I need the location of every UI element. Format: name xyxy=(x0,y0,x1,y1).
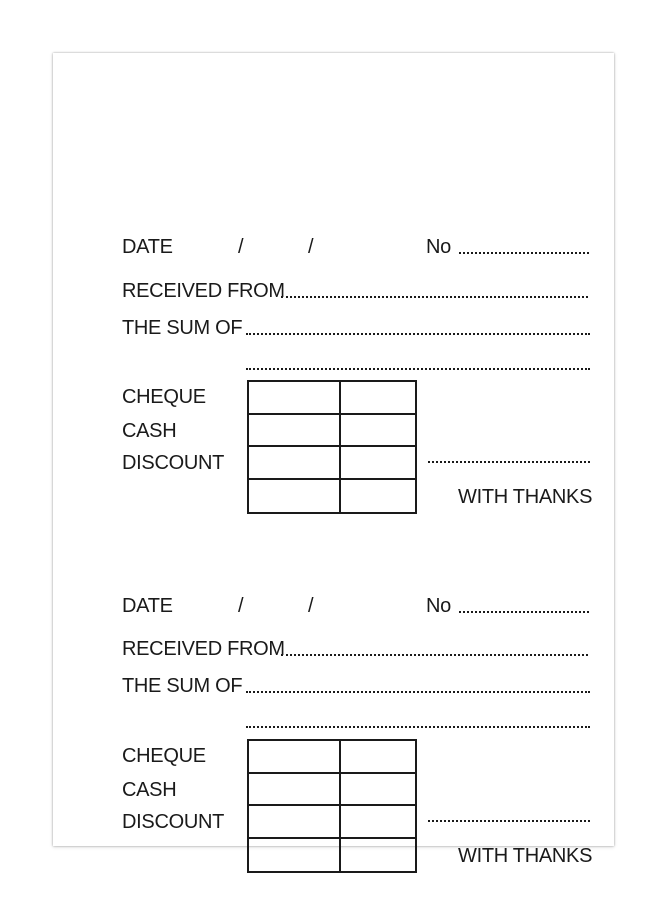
with-thanks-label: WITH THANKS xyxy=(458,845,593,867)
with-thanks-label: WITH THANKS xyxy=(458,486,593,508)
date-label: DATE xyxy=(122,236,173,258)
amount-cell[interactable] xyxy=(341,839,415,871)
sum-of-field-line-2[interactable] xyxy=(246,726,590,728)
receipt-number-label: No xyxy=(426,236,451,258)
amount-cell[interactable] xyxy=(341,480,415,512)
amount-cell[interactable] xyxy=(249,415,341,447)
amount-cell[interactable] xyxy=(249,447,341,480)
amount-cell[interactable] xyxy=(341,447,415,480)
sum-of-field-line-2[interactable] xyxy=(246,368,590,370)
receipt-number-field[interactable] xyxy=(459,611,589,613)
sum-of-field[interactable] xyxy=(246,333,590,335)
payment-method-cheque: CHEQUE xyxy=(122,745,206,767)
date-separator-2: / xyxy=(308,595,314,617)
receipt-2 xyxy=(53,537,614,867)
received-from-label: RECEIVED FROM xyxy=(122,280,285,302)
date-separator-1: / xyxy=(238,236,244,258)
amount-cell[interactable] xyxy=(341,382,415,415)
amount-grid xyxy=(247,380,417,514)
receipt-1 xyxy=(53,178,614,508)
amount-cell[interactable] xyxy=(249,480,341,512)
amount-cell[interactable] xyxy=(341,741,415,774)
date-label: DATE xyxy=(122,595,173,617)
amount-grid xyxy=(247,739,417,873)
date-separator-1: / xyxy=(238,595,244,617)
payment-method-cheque: CHEQUE xyxy=(122,386,206,408)
amount-cell[interactable] xyxy=(249,774,341,806)
receipt-number-field[interactable] xyxy=(459,252,589,254)
signature-field[interactable] xyxy=(428,820,590,822)
sum-of-label: THE SUM OF xyxy=(122,317,243,339)
amount-cell[interactable] xyxy=(249,382,341,415)
amount-cell[interactable] xyxy=(249,839,341,871)
payment-method-cash: CASH xyxy=(122,779,177,801)
sum-of-label: THE SUM OF xyxy=(122,675,243,697)
received-from-field[interactable] xyxy=(281,296,588,298)
signature-field[interactable] xyxy=(428,461,590,463)
payment-method-cash: CASH xyxy=(122,420,177,442)
payment-method-discount: DISCOUNT xyxy=(122,811,225,833)
amount-cell[interactable] xyxy=(249,806,341,839)
amount-cell[interactable] xyxy=(341,415,415,447)
amount-cell[interactable] xyxy=(341,774,415,806)
sum-of-field[interactable] xyxy=(246,691,590,693)
amount-cell[interactable] xyxy=(341,806,415,839)
receipt-sheet xyxy=(53,53,614,867)
received-from-field[interactable] xyxy=(281,654,588,656)
received-from-label: RECEIVED FROM xyxy=(122,638,285,660)
receipt-number-label: No xyxy=(426,595,451,617)
amount-cell[interactable] xyxy=(249,741,341,774)
payment-method-discount: DISCOUNT xyxy=(122,452,225,474)
date-separator-2: / xyxy=(308,236,314,258)
